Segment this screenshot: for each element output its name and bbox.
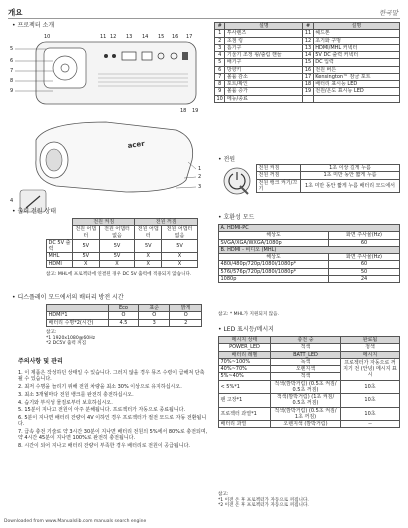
parts-table xyxy=(214,22,400,103)
cell: 10초 xyxy=(341,394,400,408)
cell: 1초 미만 동안 짧게 누름 배터리 모드에서 xyxy=(301,179,400,193)
svg-text:11: 11 xyxy=(100,34,107,40)
cell: X xyxy=(135,260,162,267)
cell: 19 xyxy=(304,88,312,95)
power-heading: • 전원 xyxy=(218,156,235,164)
svg-text:17: 17 xyxy=(186,34,193,40)
cell: 전원 꺼짐 xyxy=(135,219,198,226)
list-item: 3. 최소 3개월마다 전원 뱅크를 완전히 충전하십시오. xyxy=(18,391,134,398)
svg-text:19: 19 xyxy=(192,108,199,114)
power-button-icon xyxy=(222,166,252,196)
list-item: 8. 시간이 되어 지나고 배터리 잔량이 부족한 경우 배터리로 전원이 공급됩니다. xyxy=(18,443,190,449)
cell: 전원 꺼짐 xyxy=(257,172,301,179)
cell: 볼륨 감소 xyxy=(225,73,303,80)
cell: 14 xyxy=(304,52,312,58)
cell: 10초 xyxy=(341,380,400,394)
cell: O xyxy=(170,312,202,319)
table-row xyxy=(215,95,400,102)
cell: 50 xyxy=(329,268,400,275)
cell: 4 xyxy=(215,52,225,59)
cell: X xyxy=(162,260,198,267)
cell: 10 xyxy=(216,95,223,102)
cell: MHL xyxy=(47,253,73,260)
cell: 1초 이상 길게 누름 xyxy=(301,165,400,172)
cell: 볼륨 증가 xyxy=(225,88,303,95)
language-label: 한국말 xyxy=(379,9,398,17)
display-note-1: *1 1920x1080@60Hz xyxy=(46,335,96,341)
table-row xyxy=(47,219,198,226)
cell: 5V xyxy=(73,239,100,253)
cell: 적색 xyxy=(271,344,341,351)
cell: 480i/480p/720p/1080i/1080p* xyxy=(219,261,329,268)
cell: 헤드폰 xyxy=(313,30,399,37)
cell: -- xyxy=(341,421,400,428)
output-note: 참고: MHL에 프로젝터에 연결된 경우 DC 5V 출력에 적용되지 않습니다. xyxy=(46,272,192,277)
svg-text:5: 5 xyxy=(10,46,14,52)
page-title: 개요 xyxy=(8,8,23,17)
cell: 전원 버튼 xyxy=(313,66,399,73)
table-row xyxy=(215,81,400,88)
cell: 전원 어댑터 없음 xyxy=(162,226,198,240)
led-note-1: *1 이전 온 후 프로젝터가 자동으로 꺼집니다. xyxy=(218,497,309,503)
list-item: 7. 급속 충전 기술로 약 3시간 30분이 지나면 배터리 전원의 5%에서 80%로 충전되며, 약 4시간 45분이 지나면 100%로 완전히 충전됩니다. xyxy=(18,429,208,442)
cell: 오렌지색 xyxy=(271,366,341,373)
cell: 10초 xyxy=(341,407,400,421)
svg-text:12: 12 xyxy=(110,34,117,40)
cell: 1초 미만 동안 짧게 누름 xyxy=(301,172,400,179)
cell: 2 xyxy=(170,319,202,326)
table-row xyxy=(47,239,198,253)
cell: 완료됨 xyxy=(341,337,400,344)
cell: 18 xyxy=(304,81,312,87)
cell: 6 xyxy=(215,66,225,73)
svg-text:acer: acer xyxy=(127,139,146,150)
cell: 5V xyxy=(99,239,135,253)
cell: 7 xyxy=(215,73,225,80)
table-row xyxy=(215,37,400,44)
input-heading: • 호환성 모드 xyxy=(218,214,254,222)
cell: POWER_LED xyxy=(219,344,271,351)
cell: 화면 주사율(Hz) xyxy=(329,232,400,239)
cell: 2 xyxy=(215,37,225,44)
cell: 12 xyxy=(304,37,312,44)
cell: 전원 뱅크 켜기/끄기 xyxy=(257,179,301,193)
cell: 전원/온도 표시등 LED xyxy=(313,88,399,95)
cell: 5V xyxy=(99,253,135,260)
cell: 1080p xyxy=(219,275,329,282)
table-row xyxy=(257,179,400,193)
header-divider xyxy=(8,18,400,19)
table-row xyxy=(219,380,400,394)
caution-list xyxy=(18,370,208,451)
projector-diagram xyxy=(6,30,206,220)
svg-text:4: 4 xyxy=(10,198,14,204)
parts-header-num: # xyxy=(215,23,225,30)
cell: 8 xyxy=(215,81,225,88)
display-table xyxy=(46,304,202,327)
cell: 11 xyxy=(304,30,312,37)
cell: Kensington™ 잠금 포트 xyxy=(313,73,399,80)
table-row xyxy=(47,226,198,240)
table-row xyxy=(47,260,198,267)
cell: HDMI xyxy=(47,260,73,267)
cell: 해상도 xyxy=(219,254,329,261)
cell: DC 5V 출력 xyxy=(47,239,73,253)
output-table xyxy=(46,218,198,268)
svg-text:7: 7 xyxy=(10,68,14,74)
cell: 전원 어댑터 없음 xyxy=(99,226,135,240)
cell: 17 xyxy=(304,73,312,80)
cell: 4.5 xyxy=(109,319,139,326)
cell: 40%~70% xyxy=(219,366,271,373)
cell: 배터리 레벨 xyxy=(219,351,271,358)
table-row xyxy=(47,312,202,319)
cell: 15 xyxy=(304,59,312,66)
table-row xyxy=(215,52,400,59)
cell: 초기화 구멍 xyxy=(313,37,399,44)
cell: 흡기구 xyxy=(225,44,303,51)
cell: < 5%*1 xyxy=(219,380,271,394)
cell: 적색 xyxy=(271,373,341,380)
cell: 충전 중 xyxy=(271,337,341,344)
svg-text:16: 16 xyxy=(172,34,179,40)
table-row xyxy=(215,59,400,66)
table-row xyxy=(219,261,400,268)
cell: 5%~40% xyxy=(219,373,271,380)
table-row xyxy=(47,253,198,260)
cell: O xyxy=(109,312,139,319)
cell: X xyxy=(73,260,100,267)
cell: BATT_LED xyxy=(271,351,341,358)
cell: 포트/확인 xyxy=(225,81,303,88)
caution-heading: 주의사항 및 관리 xyxy=(18,358,63,365)
table-row xyxy=(215,88,400,95)
input-note: 참고: * MHL가 지원되지 않음. xyxy=(218,312,280,317)
led-notes xyxy=(218,492,400,509)
cell: B. HDMI - 비디오 (MHL) xyxy=(219,246,400,253)
table-row xyxy=(257,165,400,172)
table-row xyxy=(219,232,400,239)
display-notes xyxy=(46,330,202,347)
cell: 576i/576p/720p/1080i/1080p* xyxy=(219,268,329,275)
cell: SVGA/XGA/WXGA/1080p xyxy=(219,239,329,246)
cell: 프로젝터가 자동으로 꺼지기 전 (안녕) 메시지 표시 xyxy=(341,358,400,380)
svg-text:10: 10 xyxy=(44,34,51,40)
cell: 24 xyxy=(329,275,400,282)
table-row xyxy=(215,30,400,37)
cell: 방향키 xyxy=(225,66,303,73)
table-row xyxy=(215,66,400,73)
cell: 배기구 xyxy=(225,59,303,66)
svg-text:6: 6 xyxy=(10,58,14,64)
cell: 전원 켜짐 xyxy=(73,219,135,226)
cell: 메뉴/종료 xyxy=(225,95,303,102)
svg-text:13: 13 xyxy=(126,34,133,40)
table-row xyxy=(219,337,400,344)
svg-text:3: 3 xyxy=(198,184,202,190)
cell: 3 xyxy=(138,319,170,326)
cell: X xyxy=(135,253,162,260)
cell: 3 xyxy=(215,44,225,51)
cell: 전원 켜짐 xyxy=(257,165,301,172)
parts-header-num2: # xyxy=(303,23,313,30)
table-row xyxy=(219,254,400,261)
table-row xyxy=(219,268,400,275)
cell: 9 xyxy=(215,88,225,95)
svg-text:1: 1 xyxy=(198,166,202,172)
cell: 16 xyxy=(304,66,312,73)
led-heading: • LED 표시등/메시지 xyxy=(218,326,274,334)
cell: 해상도 xyxy=(219,232,329,239)
cell: 메시지 상태 xyxy=(219,337,271,344)
cell: Eco xyxy=(109,305,139,312)
svg-text:2: 2 xyxy=(198,174,202,180)
cell: HDMI*1 xyxy=(47,312,109,319)
cell: 화면 주사율(Hz) xyxy=(329,254,400,261)
table-row xyxy=(47,305,202,312)
led-table xyxy=(218,336,400,428)
cell: 초점 링 xyxy=(225,37,303,44)
cell: DC 입력 xyxy=(313,59,399,66)
cell: 프로젝터 과열*1 xyxy=(219,407,271,421)
cell: 5V xyxy=(162,239,198,253)
list-item: 4. 습기와 부식성 물질로부터 보호하십시오. xyxy=(18,399,113,406)
parts-header-desc2: 설명 xyxy=(313,23,399,30)
parts-header-desc: 설명 xyxy=(225,23,303,30)
cell: 적색(깜박거림) (0.5초 켜짐/ 1초 꺼짐) xyxy=(271,407,341,421)
table-row xyxy=(219,239,400,246)
cell: X xyxy=(162,253,198,260)
output-heading: • 출력 전원 상태 xyxy=(12,208,56,216)
table-row xyxy=(219,246,400,253)
table-row xyxy=(219,351,400,358)
table-row xyxy=(219,275,400,282)
cell: 기울기 조정 핑/출림 핸들 xyxy=(225,52,303,59)
cell: 1 xyxy=(215,30,225,37)
cell: O xyxy=(138,312,170,319)
display-note-2: *2 DC5V 출력 꺼짐 xyxy=(46,341,87,347)
svg-text:8: 8 xyxy=(10,78,14,84)
cell: 팬 고장*1 xyxy=(219,394,271,408)
cell: 청색 xyxy=(341,344,400,351)
list-item: 6. 5분이 지나면 배터리 잔량이 4V 이하인 경우 프로젝터가 절전 모드로 자동 전환됩니다. xyxy=(18,415,207,428)
cell: 5 xyxy=(215,59,225,66)
svg-text:15: 15 xyxy=(158,34,165,40)
display-heading: • 디스플레이 모드에서의 배터리 방전 시간 xyxy=(12,294,124,302)
cell: 전원 어댑터 xyxy=(135,226,162,240)
cell: HDMI/MHL 커넥터 xyxy=(313,44,399,51)
table-row xyxy=(219,421,400,428)
input-table xyxy=(218,224,400,283)
cell xyxy=(47,305,109,312)
cell: 60 xyxy=(329,239,400,246)
cell: 녹색 xyxy=(271,358,341,365)
cell: 5V xyxy=(135,239,162,253)
cell: 밝게 xyxy=(170,305,202,312)
cell: 70%~100% xyxy=(219,358,271,365)
cell: 오렌지색 (깜박거림) xyxy=(271,421,341,428)
table-row xyxy=(219,344,400,351)
led-note-label: 참고: xyxy=(218,492,229,497)
table-row xyxy=(219,225,400,232)
download-footer[interactable]: Downloaded from www.Manualslib.com manuals search engine xyxy=(4,519,147,525)
cell xyxy=(303,95,313,102)
table-row xyxy=(215,73,400,80)
cell: 적색(깜박거림) (0.5초 켜짐/ 0.5초 꺼짐) xyxy=(271,380,341,394)
cell: 투사렌즈 xyxy=(225,30,303,37)
cell: 배터리 표시등 LED xyxy=(313,81,399,88)
cell: A. HDMI-PC xyxy=(219,225,400,232)
cell: 적색(깜박거림) (1초 켜짐/ 0.5초 꺼짐) xyxy=(271,394,341,408)
cell: 메시지 xyxy=(341,351,400,358)
table-row xyxy=(257,172,400,179)
cell: 5V DC 출력 커넥터 xyxy=(313,52,399,59)
cell: 배터리 수명*2(시간) xyxy=(47,319,109,326)
led-note-2: *2 이전 온 후 프로젝터가 자동으로 꺼집니다. xyxy=(218,503,309,509)
cell: 배터리 과열 xyxy=(219,421,271,428)
table-row xyxy=(219,394,400,408)
power-table xyxy=(256,164,400,193)
cell: 5V xyxy=(73,253,100,260)
svg-text:14: 14 xyxy=(142,34,149,40)
cell: 60 xyxy=(329,261,400,268)
cell: 전원 어댑터 xyxy=(73,226,100,240)
cell: X xyxy=(99,260,135,267)
table-row xyxy=(47,319,202,326)
list-item: 5. 15분이 지나고 전원이 아주 분해됩니다. 프로젝터가 자동으로 종료됩니다. xyxy=(18,407,186,414)
display-note-label: 참고: xyxy=(46,330,57,335)
cell xyxy=(313,95,399,102)
table-row xyxy=(219,358,400,365)
list-item: 2. 최저 수명을 늘리기 위해 전원 차량을 최소 30% 이상으로 유지하십시오. xyxy=(18,384,182,390)
list-item: 1. 이 제품은 작성하던 상태일 수 있습니다. 그러지 않을 경우 뮤즈 수령이 급해져 단축될 수 있습니다. xyxy=(18,370,205,383)
svg-text:9: 9 xyxy=(10,88,14,94)
table-row xyxy=(215,44,400,51)
cell: 표준 xyxy=(138,305,170,312)
overview-heading: • 프로젝터 소개 xyxy=(12,22,54,30)
table-row xyxy=(219,407,400,421)
parts-table-header xyxy=(215,23,400,30)
cell: 13 xyxy=(304,44,312,51)
svg-text:18: 18 xyxy=(180,108,187,114)
